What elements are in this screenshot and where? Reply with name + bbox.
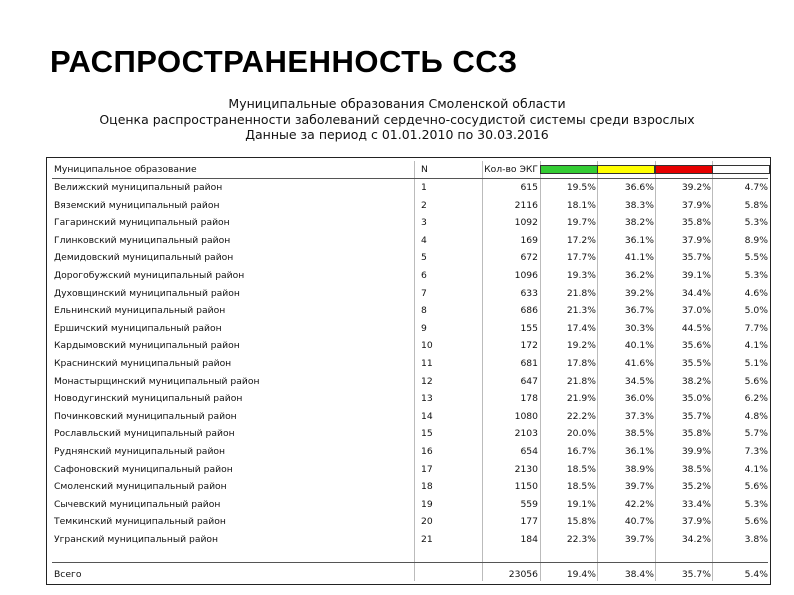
table-row — [54, 320, 770, 338]
yellow-swatch — [597, 165, 655, 174]
white-percent: 5.6% — [744, 375, 768, 387]
district-name: Ершичский муниципальный район — [54, 322, 222, 334]
table-row — [54, 197, 770, 215]
yellow-percent: 41.6% — [624, 358, 654, 369]
green-percent: 22.2% — [566, 410, 596, 422]
green-percent: 21.8% — [566, 375, 596, 387]
white-percent: 5.1% — [744, 358, 768, 369]
white-percent: 3.8% — [744, 534, 768, 545]
ekg-count: 1080 — [514, 410, 538, 422]
red-percent: 35.8% — [681, 217, 711, 229]
yellow-percent: 38.9% — [624, 463, 654, 475]
yellow-percent: 36.2% — [624, 270, 654, 281]
green-percent: 18.1% — [566, 199, 596, 211]
red-percent: 39.2% — [681, 182, 711, 193]
table-row — [54, 496, 770, 514]
green-percent: 22.3% — [566, 534, 596, 545]
green-percent: 19.1% — [566, 498, 596, 510]
green-percent: 21.3% — [566, 305, 596, 317]
red-percent: 35.2% — [681, 481, 711, 493]
red-percent: 35.8% — [681, 428, 711, 440]
district-name: Угранский муниципальный район — [54, 534, 219, 545]
report-header-line2: Оценка распространенности заболеваний сердечно-сосудистой системы среди взрослых — [99, 111, 695, 127]
yellow-percent: 34.5% — [624, 375, 654, 387]
report-header — [0, 96, 794, 143]
table-row — [54, 513, 770, 531]
white-percent: 5.8% — [744, 199, 768, 211]
red-percent: 38.2% — [681, 375, 711, 387]
district-name: Вяземский муниципальный район — [54, 199, 220, 211]
red-percent: 34.4% — [681, 287, 711, 299]
yellow-percent: 36.6% — [624, 182, 654, 193]
row-number: 7 — [421, 287, 427, 299]
green-percent: 19.2% — [566, 340, 596, 352]
red-percent: 37.9% — [681, 234, 711, 246]
table-row — [54, 373, 770, 391]
table-row — [54, 337, 770, 355]
white-percent: 4.7% — [744, 182, 768, 193]
table-row — [54, 249, 770, 267]
yellow-percent: 36.1% — [624, 234, 654, 246]
table-row — [54, 179, 770, 197]
white-percent: 5.3% — [744, 217, 768, 229]
yellow-percent: 36.0% — [624, 393, 654, 405]
white-swatch — [712, 165, 770, 174]
row-number: 3 — [421, 217, 427, 229]
district-name: Демидовский муниципальный район — [54, 252, 234, 264]
ekg-count: 647 — [520, 375, 538, 387]
yellow-percent: 38.3% — [624, 199, 654, 211]
green-swatch — [540, 165, 598, 174]
yellow-percent: 36.7% — [624, 305, 654, 317]
table-row — [54, 302, 770, 320]
row-number: 5 — [421, 252, 427, 264]
white-percent: 7.3% — [744, 446, 768, 457]
table-row — [54, 232, 770, 250]
yellow-percent: 41.1% — [624, 252, 654, 264]
red-percent: 37.9% — [681, 199, 711, 211]
red-percent: 37.0% — [681, 305, 711, 317]
green-percent: 18.5% — [566, 463, 596, 475]
table-row — [54, 355, 770, 373]
ekg-count: 2103 — [514, 428, 538, 440]
green-percent: 17.2% — [566, 234, 596, 246]
total-ekg-count: 23056 — [508, 569, 538, 580]
green-percent: 20.0% — [566, 428, 596, 440]
red-percent: 35.5% — [681, 358, 711, 369]
white-percent: 5.6% — [744, 516, 768, 528]
row-number: 6 — [421, 270, 427, 281]
green-percent: 15.8% — [566, 516, 596, 528]
yellow-percent: 40.1% — [624, 340, 654, 352]
table-row — [54, 390, 770, 408]
green-percent: 21.8% — [566, 287, 596, 299]
yellow-percent: 36.1% — [624, 446, 654, 457]
red-percent: 35.0% — [681, 393, 711, 405]
report-header-line1: Муниципальные образования Смоленской области — [228, 96, 566, 111]
district-name: Смоленский муниципальный район — [54, 481, 227, 493]
ekg-count: 1092 — [514, 217, 538, 229]
green-percent: 16.7% — [566, 446, 596, 457]
white-percent: 5.5% — [744, 252, 768, 264]
district-name: Сафоновский муниципальный район — [54, 463, 233, 475]
red-percent: 35.7% — [681, 252, 711, 264]
column-header-n: N — [421, 164, 428, 175]
table-row — [54, 425, 770, 443]
total-label: Всего — [54, 569, 82, 580]
district-name: Глинковский муниципальный район — [54, 234, 231, 246]
total-red-percent: 35.7% — [681, 569, 711, 580]
red-percent: 38.5% — [681, 463, 711, 475]
district-name: Руднянский муниципальный район — [54, 446, 226, 457]
row-number: 2 — [421, 199, 427, 211]
district-name: Кардымовский муниципальный район — [54, 340, 240, 352]
row-number: 18 — [421, 481, 433, 493]
report-header-line3: Данные за период с 01.01.2010 по 30.03.2016 — [245, 127, 549, 142]
green-percent: 21.9% — [566, 393, 596, 405]
district-name: Дорогобужский муниципальный район — [54, 270, 245, 281]
ekg-count: 177 — [520, 516, 538, 528]
white-percent: 5.0% — [744, 305, 768, 317]
ekg-count: 1096 — [514, 270, 538, 281]
green-percent: 19.5% — [566, 182, 596, 193]
green-percent: 17.8% — [566, 358, 596, 369]
ekg-count: 178 — [520, 393, 538, 405]
ekg-count: 2116 — [514, 199, 538, 211]
yellow-percent: 39.7% — [624, 481, 654, 493]
district-name: Ельнинский муниципальный район — [54, 305, 226, 317]
row-number: 8 — [421, 305, 427, 317]
red-percent: 44.5% — [681, 322, 711, 334]
yellow-percent: 40.7% — [624, 516, 654, 528]
ekg-count: 654 — [520, 446, 538, 457]
ekg-count: 169 — [520, 234, 538, 246]
row-number: 13 — [421, 393, 433, 405]
ekg-count: 172 — [520, 340, 538, 352]
district-name: Рославльский муниципальный район — [54, 428, 235, 440]
row-number: 12 — [421, 375, 433, 387]
row-number: 10 — [421, 340, 433, 352]
green-percent: 19.7% — [566, 217, 596, 229]
district-name: Починковский муниципальный район — [54, 410, 237, 422]
white-percent: 5.7% — [744, 428, 768, 440]
row-number: 14 — [421, 410, 433, 422]
ekg-count: 559 — [520, 498, 538, 510]
row-number: 19 — [421, 498, 433, 510]
total-separator — [52, 562, 768, 563]
row-number: 1 — [421, 182, 427, 193]
white-percent: 6.2% — [744, 393, 768, 405]
table-row — [54, 478, 770, 496]
total-row — [54, 566, 770, 584]
table-row — [54, 408, 770, 426]
red-percent: 37.9% — [681, 516, 711, 528]
district-name: Гагаринский муниципальный район — [54, 217, 230, 229]
district-name: Сычевский муниципальный район — [54, 498, 221, 510]
row-number: 9 — [421, 322, 427, 334]
row-number: 15 — [421, 428, 433, 440]
district-name: Темкинский муниципальный район — [54, 516, 226, 528]
white-percent: 4.8% — [744, 410, 768, 422]
red-percent: 35.6% — [681, 340, 711, 352]
row-number: 11 — [421, 358, 433, 369]
district-name: Краснинский муниципальный район — [54, 358, 232, 369]
ekg-count: 672 — [520, 252, 538, 264]
red-swatch — [655, 165, 713, 174]
green-percent: 17.4% — [566, 322, 596, 334]
yellow-percent: 37.3% — [624, 410, 654, 422]
red-percent: 39.9% — [681, 446, 711, 457]
white-percent: 7.7% — [744, 322, 768, 334]
green-percent: 17.7% — [566, 252, 596, 264]
district-name: Велижский муниципальный район — [54, 182, 223, 193]
yellow-percent: 39.7% — [624, 534, 654, 545]
district-name: Духовщинский муниципальный район — [54, 287, 240, 299]
green-percent: 19.3% — [566, 270, 596, 281]
row-number: 17 — [421, 463, 433, 475]
white-percent: 4.6% — [744, 287, 768, 299]
red-percent: 35.7% — [681, 410, 711, 422]
table-row — [54, 461, 770, 479]
yellow-percent: 38.2% — [624, 217, 654, 229]
row-number: 4 — [421, 234, 427, 246]
column-header-name: Муниципальное образование — [54, 164, 197, 175]
ekg-count: 615 — [520, 182, 538, 193]
ekg-count: 155 — [520, 322, 538, 334]
table-row — [54, 443, 770, 461]
table-row — [54, 214, 770, 232]
column-header-ekg: Кол-во ЭКГ — [484, 164, 538, 175]
red-percent: 34.2% — [681, 534, 711, 545]
white-percent: 4.1% — [744, 463, 768, 475]
table-row — [54, 267, 770, 285]
yellow-percent: 39.2% — [624, 287, 654, 299]
white-percent: 5.3% — [744, 270, 768, 281]
ekg-count: 184 — [520, 534, 538, 545]
ekg-count: 2130 — [514, 463, 538, 475]
total-white-percent: 5.4% — [744, 569, 768, 580]
row-number: 21 — [421, 534, 433, 545]
ekg-count: 633 — [520, 287, 538, 299]
red-percent: 33.4% — [681, 498, 711, 510]
white-percent: 5.6% — [744, 481, 768, 493]
total-green-percent: 19.4% — [566, 569, 596, 580]
slide-title: РАСПРОСТРАНЕННОСТЬ ССЗ — [50, 44, 518, 79]
row-number: 20 — [421, 516, 433, 528]
green-percent: 18.5% — [566, 481, 596, 493]
district-name: Новодугинский муниципальный район — [54, 393, 243, 405]
yellow-percent: 30.3% — [624, 322, 654, 334]
table-row — [54, 285, 770, 303]
row-number: 16 — [421, 446, 433, 457]
ekg-count: 686 — [520, 305, 538, 317]
yellow-percent: 42.2% — [624, 498, 654, 510]
red-percent: 39.1% — [681, 270, 711, 281]
ekg-count: 1150 — [514, 481, 538, 493]
yellow-percent: 38.5% — [624, 428, 654, 440]
table-row — [54, 531, 770, 549]
ekg-count: 681 — [520, 358, 538, 369]
white-percent: 4.1% — [744, 340, 768, 352]
district-name: Монастырщинский муниципальный район — [54, 375, 260, 387]
total-yellow-percent: 38.4% — [624, 569, 654, 580]
white-percent: 5.3% — [744, 498, 768, 510]
white-percent: 8.9% — [744, 234, 768, 246]
